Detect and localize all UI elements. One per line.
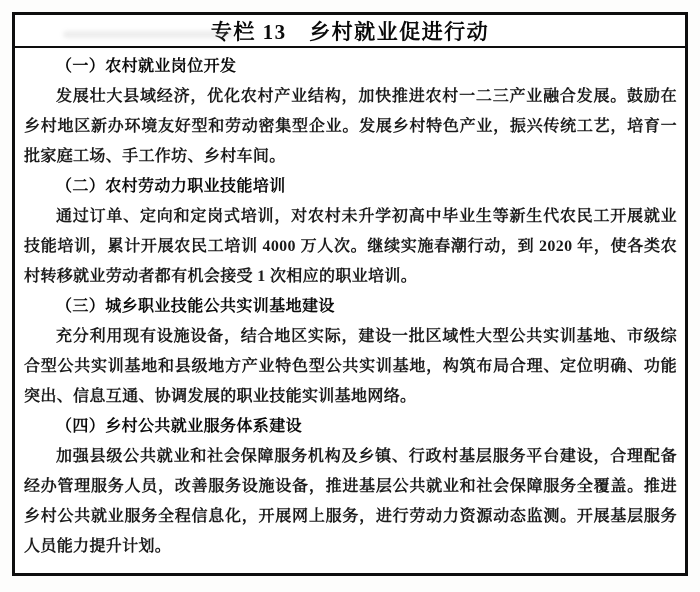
scan-smudge — [63, 31, 233, 38]
section-4 — [24, 412, 677, 562]
section-2 — [24, 172, 677, 292]
section-1 — [24, 52, 677, 172]
section-1-heading: （一）农村就业岗位开发 — [56, 58, 237, 75]
section-1-body: 发展壮大县域经济，优化农村产业结构，加快推进农村一二三产业融合发展。鼓励在乡村地区新办环境友好型和劳动密集型企业。发展乡村特色产业，振兴传统工艺，培育一批家庭工场、手工作坊、乡村车间。 — [24, 88, 677, 165]
panel-title-text: 专栏 13 乡村就业促进行动 — [210, 19, 490, 44]
panel-body — [15, 48, 685, 562]
section-3-heading: （三）城乡职业技能公共实训基地建设 — [56, 298, 335, 315]
section-3-body: 充分利用现有设施设备，结合地区实际，建设一批区域性大型公共实训基地、市级综合型公共实训基地和县级地方产业特色型公共实训基地，构筑布局合理、定位明确、功能突出、信息互通、协调发展的职业技能实训基地网络。 — [24, 328, 677, 405]
section-2-body: 通过订单、定向和定岗式培训，对农村未升学初高中毕业生等新生代农民工开展就业技能培训，累计开展农民工培训 4000 万人次。继续实施春潮行动，到 2020 年，使各类农村转移就业劳动者都有机会接受 1 次相应的职业培训。 — [24, 208, 677, 285]
panel-title — [15, 15, 685, 48]
section-4-body: 加强县级公共就业和社会保障服务机构及乡镇、行政村基层服务平台建设，合理配备经办管理服务人员，改善服务设施设备，推进基层公共就业和社会保障服务全覆盖。推进乡村公共就业服务全程信息化，开展网上服务，进行劳动力资源动态监测。开展基层服务人员能力提升计划。 — [24, 448, 677, 555]
section-4-heading: （四）乡村公共就业服务体系建设 — [56, 418, 303, 435]
section-2-heading: （二）农村劳动力职业技能培训 — [56, 178, 286, 195]
column-panel — [12, 12, 688, 576]
section-3 — [24, 292, 677, 412]
